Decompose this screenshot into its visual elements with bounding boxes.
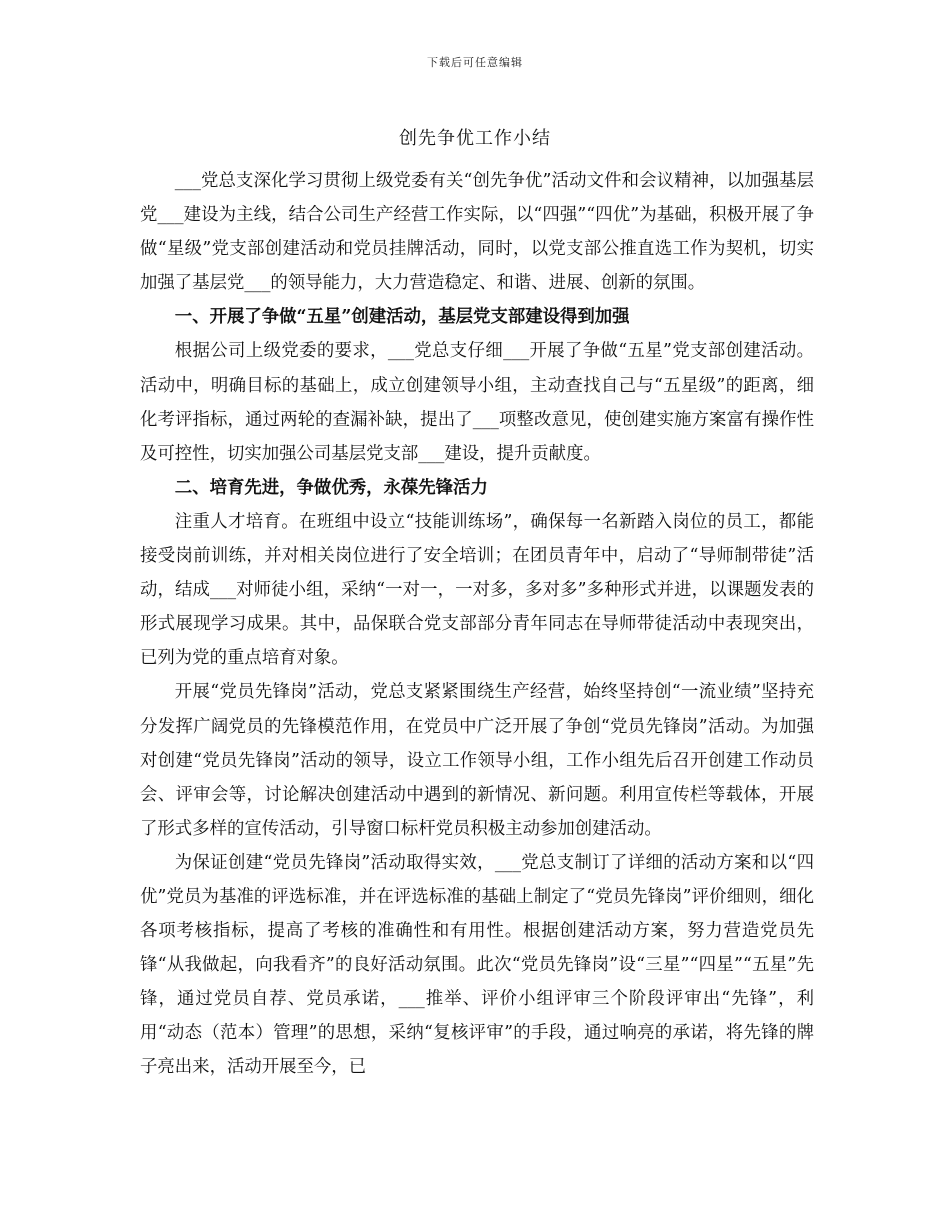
header-note: 下载后可任意编辑 bbox=[427, 56, 523, 69]
paragraph-intro: ___党总支深化学习贯彻上级党委有关“创先争优”活动文件和会议精神，以加强基层党___建设为主线，结合公司生产经营工作实际，以“四强”“四优”为基础，积极开展了争做“星级”党支部创建活动和党员挂牌活动，同时，以党支部公推直选工作为契机，切实加强了基层党___的领导能力，大力营造稳定、和谐、进展、创新的氛围。 bbox=[140, 171, 814, 294]
document-title: 创先争优工作小结 bbox=[399, 128, 551, 149]
paragraph-section-1: 根据公司上级党委的要求，___党总支仔细___开展了争做“五星”党支部创建活动。活动中，明确目标的基础上，成立创建领导小组，主动查找自己与“五星级”的距离，细化考评指标，通过两轮的查漏补缺，提出了___项整改意见，使创建实施方案富有操作性及可控性，切实加强公司基层党支部___建设，提升贡献度。 bbox=[140, 341, 814, 464]
document-body bbox=[140, 164, 814, 1085]
section-heading-2: 二、培育先进，争做优秀，永葆先锋活力 bbox=[174, 477, 488, 498]
paragraph-talent-training: 注重人才培育。在班组中设立“技能训练场”，确保每一名新踏入岗位的员工，都能接受岗前训练，并对相关岗位进行了安全培训；在团员青年中，启动了“导师制带徒”活动，结成___对师徒小组，采纳“一对一，一对多，多对多”多种形式并进，以课题发表的形式展现学习成果。其中，品保联合党支部部分青年同志在导师带徒活动中表现突出，已列为党的重点培育对象。 bbox=[140, 511, 814, 669]
section-heading-1: 一、开展了争做“五星”创建活动，基层党支部建设得到加强 bbox=[174, 307, 630, 328]
paragraph-vanguard-post: 开展“党员先锋岗”活动，党总支紧紧围绕生产经营，始终坚持创“一流业绩”坚持充分发挥广阔党员的先锋模范作用，在党员中广泛开展了争创“党员先锋岗”活动。为加强对创建“党员先锋岗”活动的领导，设立工作领导小组，工作小组先后召开创建工作动员会、评审会等，讨论解决创建活动中遇到的新情况、新问题。利用宣传栏等载体，开展了形式多样的宣传活动，引导窗口标杆党员积极主动参加创建活动。 bbox=[140, 682, 814, 839]
paragraph-evaluation: 为保证创建“党员先锋岗”活动取得实效，___党总支制订了详细的活动方案和以“四优”党员为基准的评选标准，并在评选标准的基础上制定了“党员先锋岗”评价细则，细化各项考核指标，提高了考核的准确性和有用性。根据创建活动方案，努力营造党员先锋“从我做起，向我看齐”的良好活动氛围。此次“党员先锋岗”设“三星”“四星”“五星”先锋，通过党员自荐、党员承诺，___推举、评价小组评审三个阶段评审出“先锋”，利用“动态（范本）管理”的思想，采纳“复核评审”的手段，通过响亮的承诺，将先锋的牌子亮出来，活动开展至今，已 bbox=[140, 852, 814, 1078]
